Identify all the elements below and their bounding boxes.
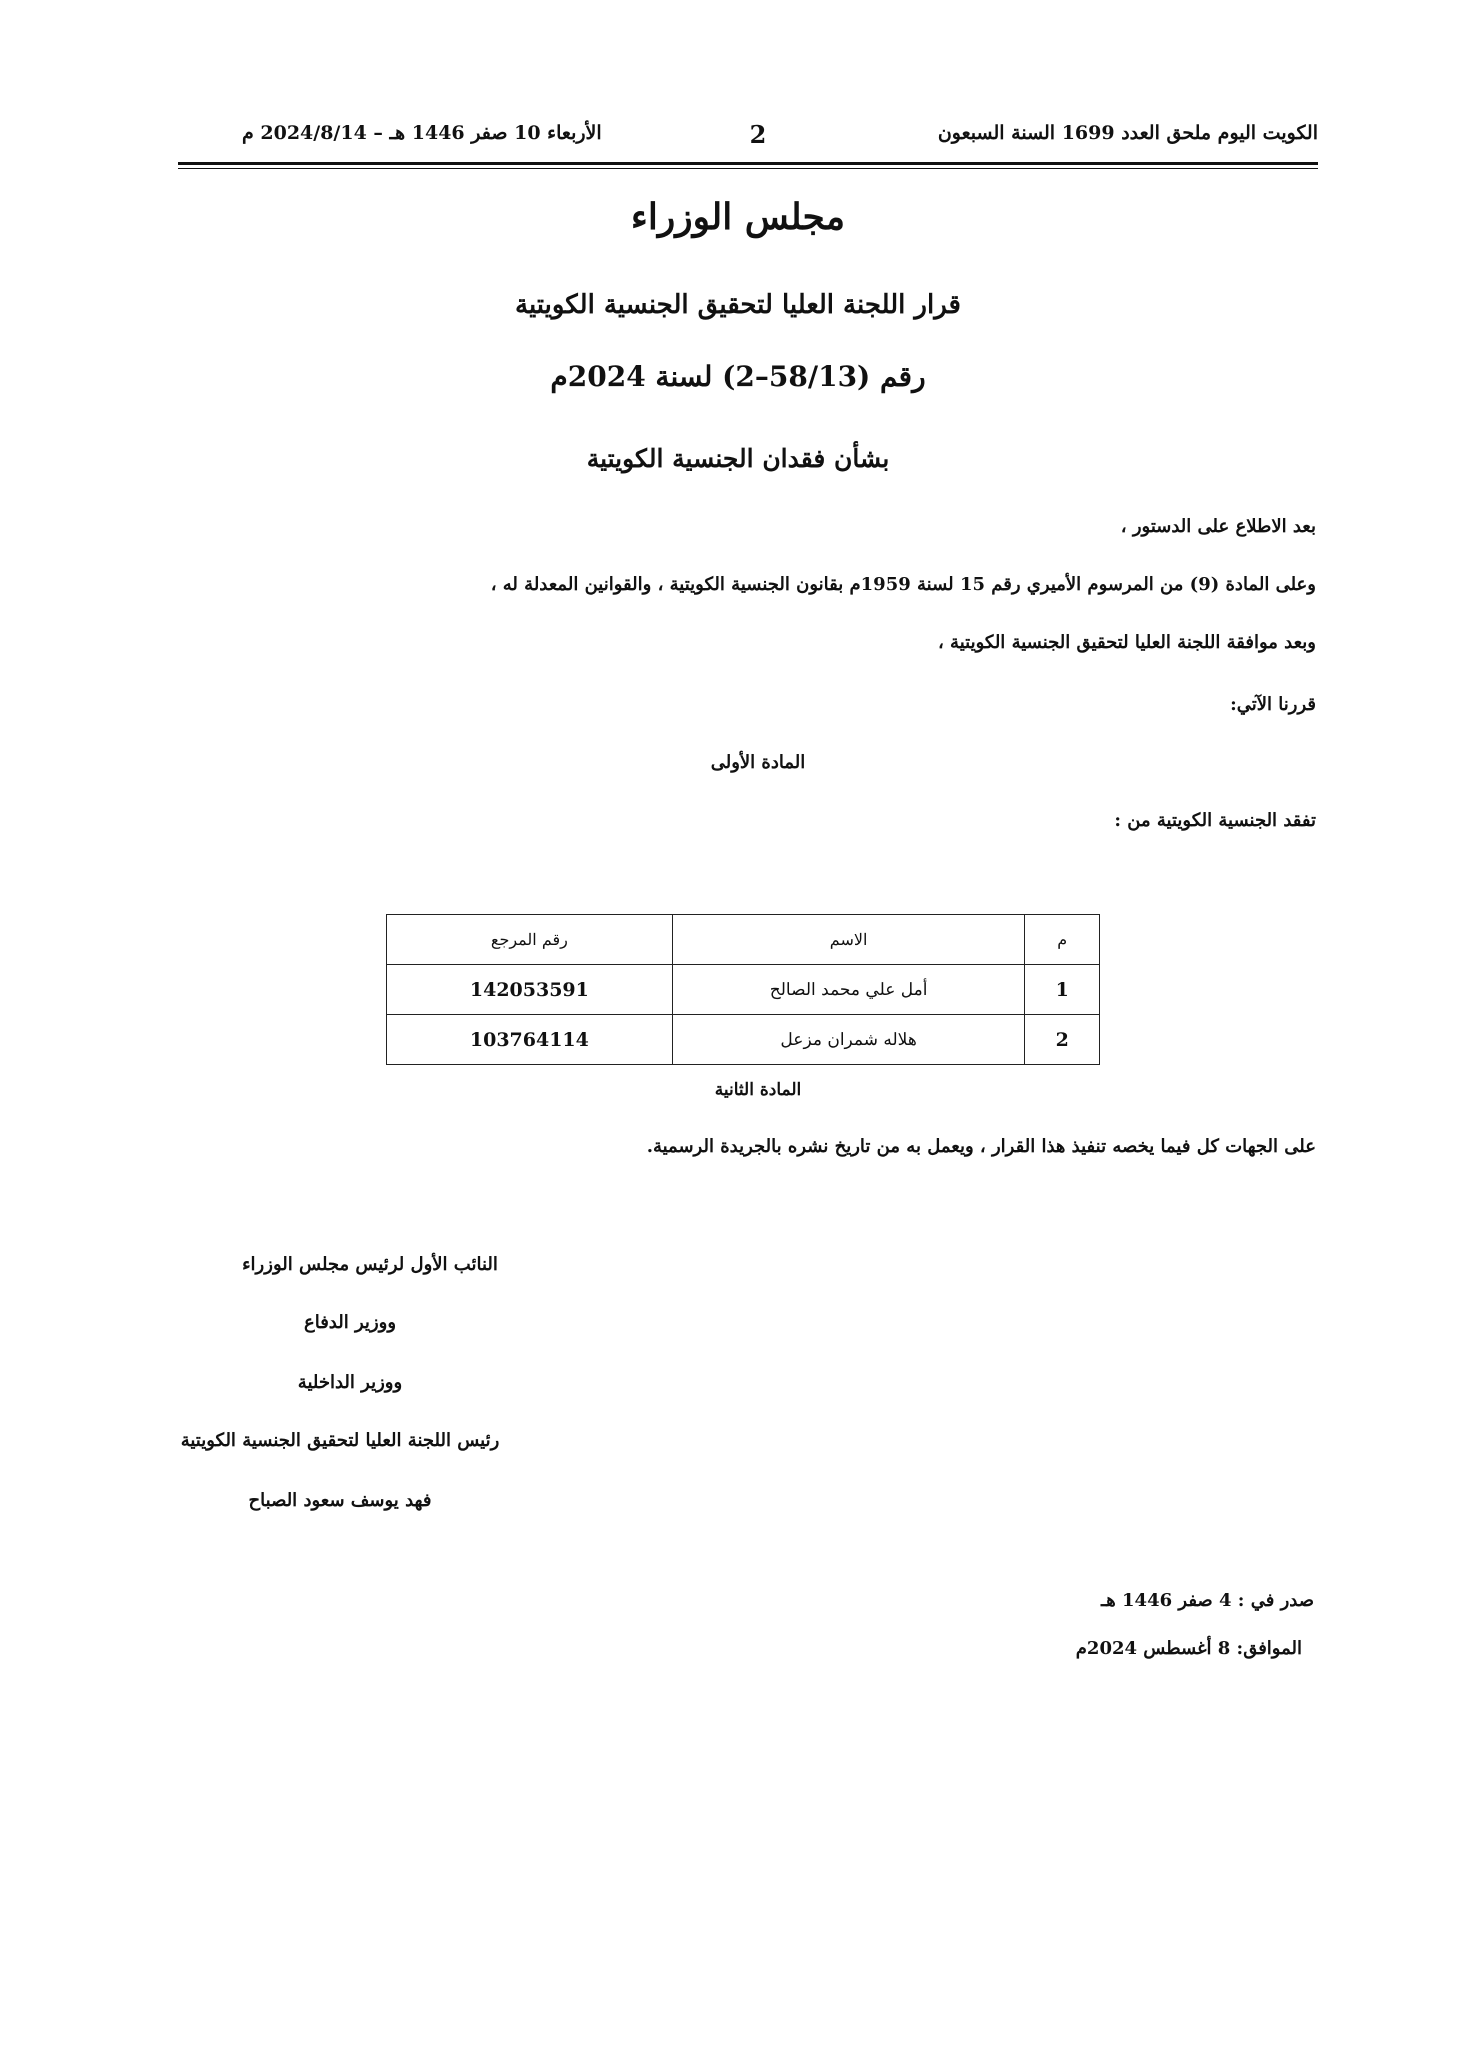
decision-title: قرار اللجنة العليا لتحقيق الجنسية الكويتية: [515, 290, 961, 320]
table-row: [387, 965, 1100, 1015]
row-ref: 142053591: [387, 965, 673, 1015]
gazette-date: الأربعاء 10 صفر 1446 هـ – 2024/8/14 م: [242, 122, 602, 144]
row-index: 1: [1025, 965, 1100, 1015]
gazette-issue-info: الكويت اليوم ملحق العدد 1699 السنة السبعون: [937, 122, 1318, 144]
preamble-line: بعد الاطلاع على الدستور ،: [1120, 516, 1316, 537]
signatory-title: ووزير الداخلية: [297, 1372, 403, 1393]
header-name: الاسم: [672, 915, 1025, 965]
revocation-table: [386, 914, 1100, 1065]
preamble-line: قررنا الآتي:: [1230, 694, 1316, 715]
row-ref: 103764114: [387, 1015, 673, 1065]
issuer-title: مجلس الوزراء: [630, 196, 846, 238]
signatory-title: النائب الأول لرئيس مجلس الوزراء: [242, 1254, 498, 1275]
header-rule-thick: [178, 162, 1318, 165]
page-number: 2: [749, 120, 767, 149]
article-1-heading: المادة الأولى: [710, 752, 806, 773]
article-1-text: تفقد الجنسية الكويتية من :: [1114, 810, 1316, 831]
header-index: م: [1025, 915, 1100, 965]
preamble-line: وبعد موافقة اللجنة العليا لتحقيق الجنسية الكويتية ،: [937, 632, 1316, 653]
article-2-text: على الجهات كل فيما يخصه تنفيذ هذا القرار ، ويعمل به من تاريخ نشره بالجريدة الرسمية.: [646, 1136, 1316, 1157]
row-index: 2: [1025, 1015, 1100, 1065]
article-2-heading: المادة الثانية: [714, 1080, 802, 1100]
header-ref: رقم المرجع: [387, 915, 673, 965]
signatory-title: رئيس اللجنة العليا لتحقيق الجنسية الكويتية: [180, 1430, 500, 1451]
header-rule-thin: [178, 168, 1318, 169]
signatory-name: فهد يوسف سعود الصباح: [248, 1490, 432, 1511]
issue-date-hijri: صدر في : 4 صفر 1446 هـ: [1100, 1590, 1314, 1611]
signatory-title: ووزير الدفاع: [303, 1312, 397, 1333]
decision-number: رقم (58/13–2) لسنة 2024م: [550, 360, 926, 393]
row-name: هلاله شمران مزعل: [672, 1015, 1025, 1065]
issue-date-gregorian: الموافق: 8 أغسطس 2024م: [1075, 1638, 1302, 1659]
table-row: [387, 1015, 1100, 1065]
row-name: أمل علي محمد الصالح: [672, 965, 1025, 1015]
decision-subject: بشأن فقدان الجنسية الكويتية: [586, 444, 890, 473]
table-header-row: [387, 915, 1100, 965]
preamble-line: وعلى المادة (9) من المرسوم الأميري رقم 15 لسنة 1959م بقانون الجنسية الكويتية ، والقوانين المعدلة له ،: [490, 574, 1316, 595]
